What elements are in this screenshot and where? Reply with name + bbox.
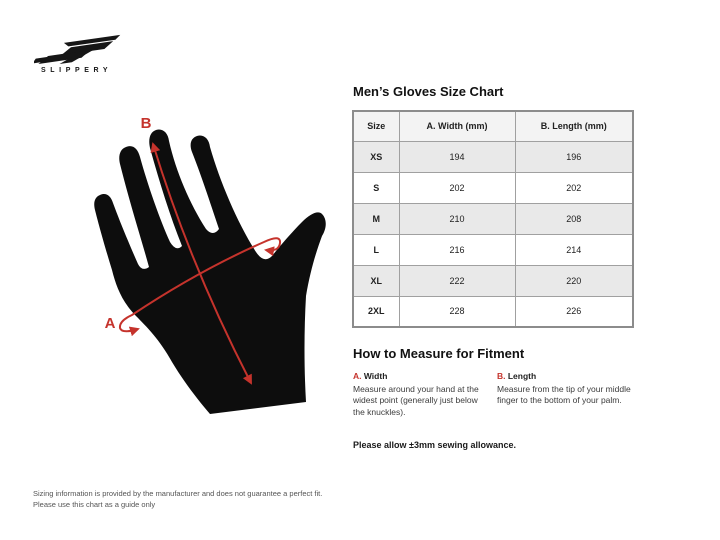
fitment-width-word: Width	[361, 371, 388, 381]
fitment-section	[352, 346, 634, 450]
size-chart-table	[352, 110, 634, 328]
table-header-row	[353, 111, 633, 141]
disclaimer-line-1: Sizing information is provided by the manufacturer and does not guarantee a perfect fit.	[33, 489, 323, 498]
size-value: M	[353, 203, 399, 234]
brand-wordmark: SLIPPERY	[41, 67, 113, 74]
label-a: A	[104, 315, 116, 332]
fitment-length-prefix: B.	[497, 371, 506, 381]
fitment-width-block	[353, 371, 489, 418]
fitment-length-block	[497, 371, 633, 418]
width-value: 194	[399, 141, 515, 172]
width-value: 222	[399, 265, 515, 296]
size-value: XS	[353, 141, 399, 172]
hand-diagram-svg	[70, 100, 350, 440]
fitment-width-prefix: A.	[353, 371, 362, 381]
length-value: 226	[515, 296, 633, 327]
length-value: 196	[515, 141, 633, 172]
size-value: L	[353, 234, 399, 265]
hand-silhouette	[94, 130, 326, 414]
table-row-xs	[353, 141, 633, 172]
label-b: B	[140, 115, 152, 132]
sewing-allowance-note: Please allow ±3mm sewing allowance.	[353, 440, 517, 451]
length-value: 214	[515, 234, 633, 265]
fitment-width-description: Measure around your hand at the widest point (generally just below the knuckles).	[353, 384, 479, 417]
brand-logo	[34, 34, 126, 74]
size-value: XL	[353, 265, 399, 296]
size-value: 2XL	[353, 296, 399, 327]
table-row-m	[353, 203, 633, 234]
table-row-xl	[353, 265, 633, 296]
width-value: 216	[399, 234, 515, 265]
length-value: 208	[515, 203, 633, 234]
fitment-title: How to Measure for Fitment	[353, 346, 525, 361]
length-value: 202	[515, 172, 633, 203]
size-chart-title: Men’s Gloves Size Chart	[353, 84, 504, 99]
col-header-width: A. Width (mm)	[399, 111, 515, 141]
fitment-length-label	[497, 371, 633, 381]
fitment-length-description: Measure from the tip of your middle finger to the bottom of your palm.	[497, 384, 631, 406]
width-value: 228	[399, 296, 515, 327]
col-header-size: Size	[353, 111, 399, 141]
sizing-disclaimer	[33, 488, 322, 511]
col-header-length: B. Length (mm)	[515, 111, 633, 141]
table-row-2xl	[353, 296, 633, 327]
fitment-width-label	[353, 371, 489, 381]
slippery-s-icon	[34, 34, 122, 64]
size-chart-panel	[352, 84, 634, 450]
table-row-l	[353, 234, 633, 265]
size-value: S	[353, 172, 399, 203]
width-value: 210	[399, 203, 515, 234]
fitment-length-word: Length	[505, 371, 537, 381]
hand-measurement-diagram	[70, 100, 350, 440]
length-value: 220	[515, 265, 633, 296]
width-value: 202	[399, 172, 515, 203]
table-row-s	[353, 172, 633, 203]
disclaimer-line-2: Please use this chart as a guide only	[33, 500, 156, 510]
